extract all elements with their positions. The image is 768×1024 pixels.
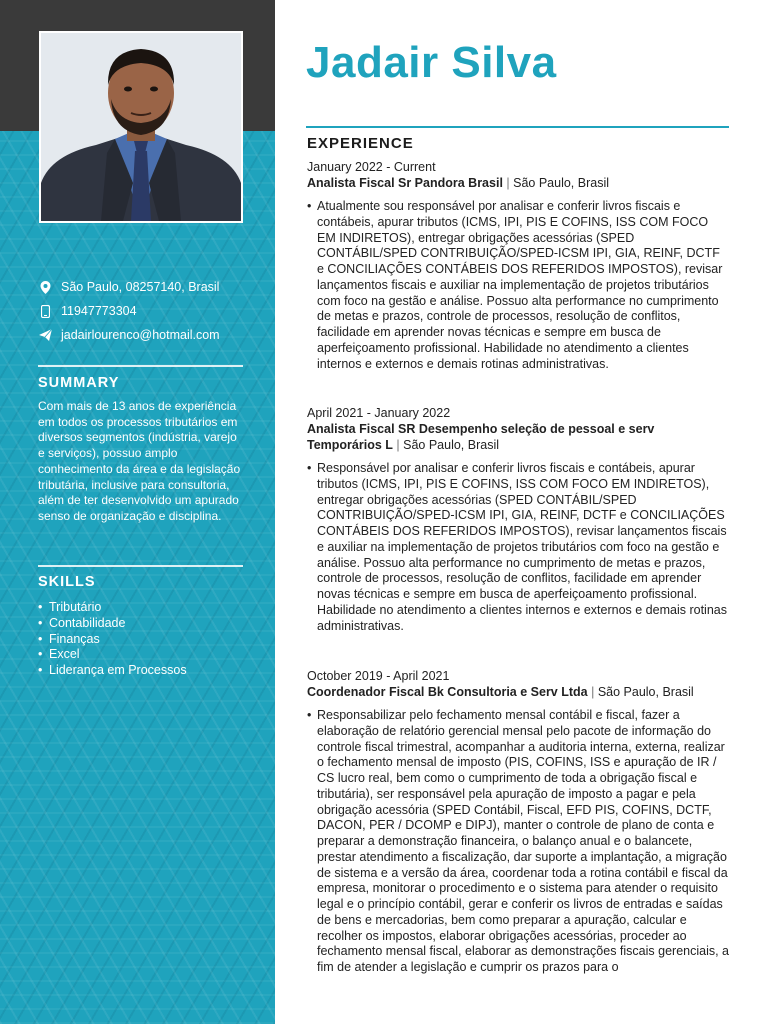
summary-divider <box>38 365 243 367</box>
skill-item: • Liderança em Processos <box>38 663 187 678</box>
contact-email[interactable] <box>38 323 248 347</box>
skill-item: • Contabilidade <box>38 615 126 630</box>
job-description: • Responsabilizar pelo fechamento mensal contábil e fiscal, fazer a elaboração de relatório gerencial mensal pelo pacote de informação do controle fiscal trimestral, acompanhar a auditoria interna, externa, realizar o fechamento mensal de imposto (PIS, COFINS, ISS e apuração de IR / CS lucro real, bem como o cumprimento de toda a obrigação fiscal e tributária), ser responsável pela apuração de imposto a pagar e pela obrigação acessória (SPED Contábil, Fiscal, EFD PIS, COFINS, DCTF, DACON, PER / DCOMP e DIPJ), manter o controle de plano de conta e preparar a demonstração financeira, o balanço anual e o balancete, prestar atendimento a fiscalização, dar suporte a implantação, a migração de sistema e a versão da área, coordenar toda a rotina contábil e fiscal da empresa, monitorar o procedimento e o sistema para atender o requisito legal e o princípio contábil, gerar e conferir os livros de entradas e saídas de bens e mercadorias, bem como preparar a apuração, calcular e recolher os impostos, elaborar obrigações acessórias, proceder ao fechamento mensal fiscal, elaborar as demonstrações fiscais gerenciais, a fim de atender a legislação e cumprir os prazos para o <box>307 708 730 974</box>
job-description: • Responsável por analisar e conferir livros fiscais e contábeis, apurar tributos (ICMS, IPI, PIS E COFINS, ISS COM FOCO EM INDIRETOS), entregar obrigações acessórias (SPED CONTÁBIL/SPED CONTRIBUIÇÃO/SPED-ICSM IPI, GIA, REINF, DCTF e CONCILIAÇÕES CONTÁBEIS DOS REFERIDOS IMPOSTOS), revisar lançamentos fiscais e auxiliar na implementação de projetos tributários com foco na gestão e análise. Possuo alta performance no cumprimento de metas e prazos, controle de processos, resolução de conflitos, facilidade em aprender novas técnicas e sempre em busca de aperfeiçoamento profissional. Habilidade no atendimento a clientes internos e externos e demais rotinas administrativas. <box>307 461 727 633</box>
profile-photo <box>39 31 243 223</box>
job-location: São Paulo, Brasil <box>513 176 610 190</box>
email-link[interactable]: jadairlourenco@hotmail.com <box>61 328 220 342</box>
job-description: • Atualmente sou responsável por analisar e conferir livros fiscais e contábeis, apurar tributos (ICMS, IPI, PIS E COFINS, ISS COM FOCO EM INDIRETOS), entregar obrigações acessórias (SPED CONTÁBIL/SPED CONTRIBUIÇÃO/SPED-ICSM IPI, GIA, REINF, DCTF e CONCILIAÇÕES CONTÁBEIS DOS REFERIDOS IMPOSTOS), revisar lançamentos fiscais e auxiliar na implementação de projetos tributários com foco na gestão e análise. Possuo alta performance no cumprimento de metas e prazos, controle de processos, resolução de conflitos, facilidade em aprender novas técnicas e sempre em busca de aperfeiçoamento profissional. Habilidade no atendimento a clientes internos e externos e demais rotinas administrativas. <box>307 199 723 371</box>
skills-divider <box>38 565 243 567</box>
contact-address <box>38 275 248 299</box>
candidate-name: Jadair Silva <box>306 38 557 87</box>
job-position: Analista Fiscal SR Desempenho seleção de pessoal e serv Temporários L <box>307 422 655 452</box>
header-rule <box>306 126 729 128</box>
summary-heading: SUMMARY <box>38 375 120 391</box>
phone-icon <box>38 304 52 318</box>
job-date: October 2019 - April 2021 <box>307 669 450 683</box>
job-date: April 2021 - January 2022 <box>307 406 451 420</box>
contact-phone <box>38 299 248 323</box>
experience-heading: EXPERIENCE <box>307 135 414 152</box>
skill-item: • Finanças <box>38 631 100 646</box>
skill-item: • Excel <box>38 647 80 662</box>
summary-text: Com mais de 13 anos de experiência em todos os processos tributários em diversos segmentos (indústria, varejo e serviços), possuo amplo conhecimento da área e da legislação tributária, inclusive para consultoria, além de ter desenvolvido um apurado senso de organização e disciplina. <box>38 399 241 523</box>
skills-list <box>38 600 243 679</box>
job-date: January 2022 - Current <box>307 160 436 174</box>
job-entry <box>307 405 730 634</box>
phone-text: 11947773304 <box>61 304 137 318</box>
send-icon <box>38 328 52 342</box>
location-pin-icon <box>38 280 52 294</box>
job-location: São Paulo, Brasil <box>403 438 499 452</box>
skill-item: • Tributário <box>38 600 102 614</box>
address-text: São Paulo, 08257140, Brasil <box>61 280 220 294</box>
contact-info <box>38 275 248 347</box>
job-location: São Paulo, Brasil <box>597 685 694 699</box>
sidebar <box>0 0 275 1024</box>
job-title: Coordenador Fiscal Bk Consultoria e Serv Ltda | São Paulo, Brasil <box>307 685 694 699</box>
skills-heading: SKILLS <box>38 574 96 590</box>
job-entry <box>307 159 730 372</box>
job-title: Analista Fiscal Sr Pandora Brasil | São Paulo, Brasil <box>307 176 610 190</box>
job-title: Analista Fiscal SR Desempenho seleção de pessoal e serv Temporários L | São Paulo, Brasil <box>307 422 655 452</box>
job-position: Coordenador Fiscal Bk Consultoria e Serv Ltda <box>307 685 588 699</box>
job-position: Analista Fiscal Sr Pandora Brasil <box>307 176 503 190</box>
job-entry <box>307 668 730 993</box>
